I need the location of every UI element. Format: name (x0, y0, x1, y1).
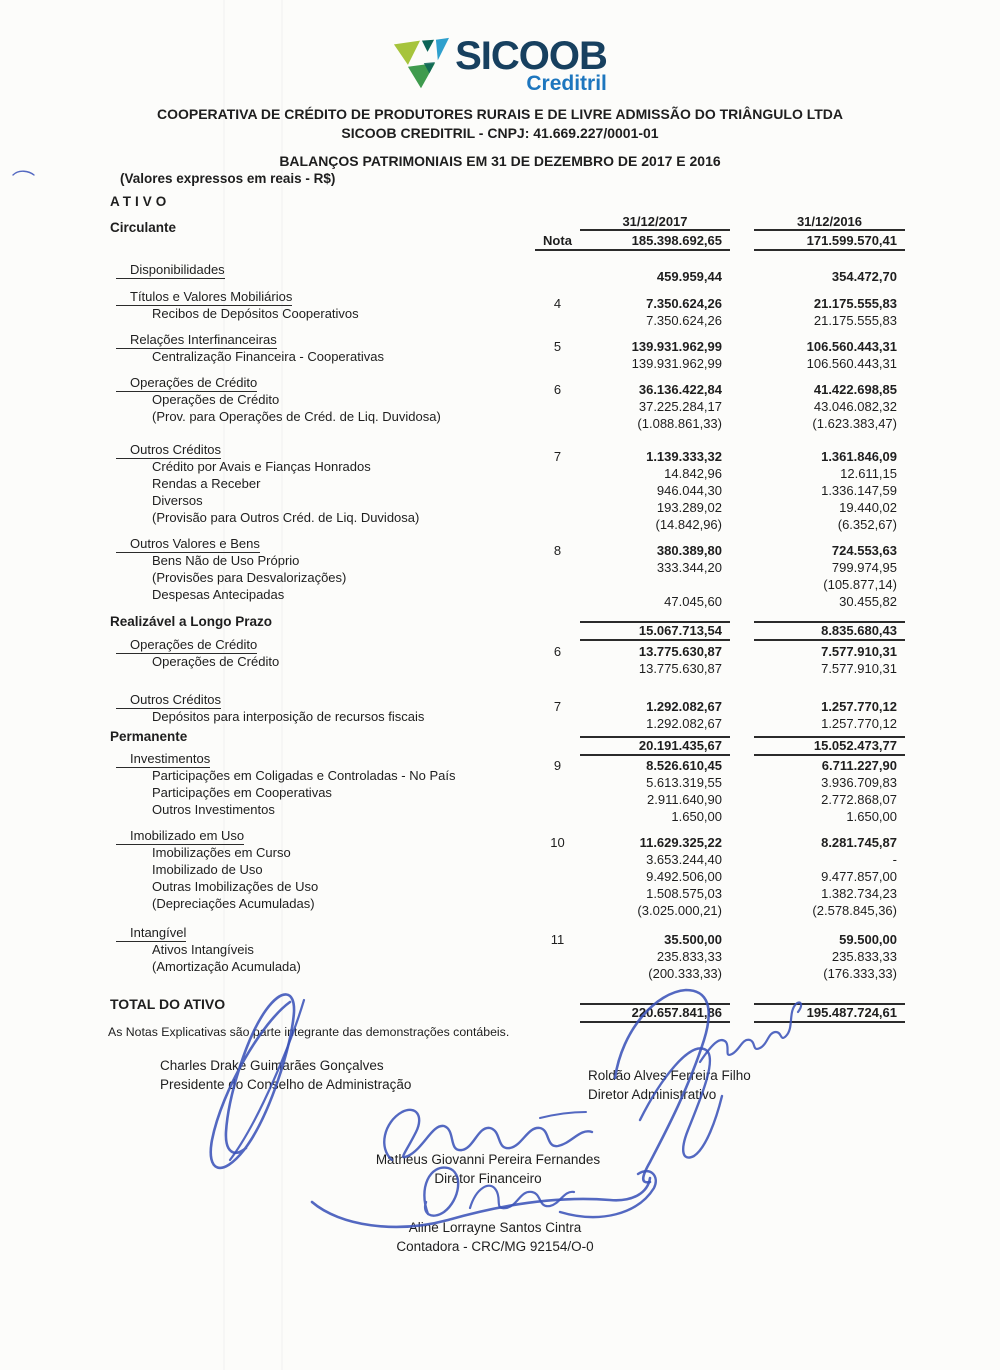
row-nota: 6 (553, 644, 562, 659)
row-value-2017: 1.650,00 (671, 809, 722, 824)
row-value-2016: 106.560.443,31 (806, 356, 897, 371)
row-label: Operações de Crédito (110, 375, 535, 391)
row-nota (535, 775, 580, 791)
row-label: Investimentos (110, 751, 535, 767)
row-value-2016: 21.175.555,83 (813, 313, 897, 328)
row-label: (Provisão para Outros Créd. de Liq. Duvidosa) (152, 510, 420, 525)
row-label: Depósitos para interposição de recursos fiscais (152, 709, 425, 724)
signatory-block-admin-director (588, 1066, 751, 1104)
row-label: Recibos de Depósitos Cooperativos (152, 306, 359, 321)
row-value-2017: 1.508.575,03 (646, 886, 722, 901)
explanatory-note: As Notas Explicativas são parte integrante das demonstrações contábeis. (108, 1025, 510, 1039)
row-label: Outras Imobilizações de Uso (152, 879, 319, 894)
row-value-2017: 3.653.244,40 (646, 852, 722, 867)
row-label: Títulos e Valores Mobiliários (110, 289, 535, 305)
row-nota (535, 792, 580, 808)
row-value-2017: 193.289,02 (656, 500, 722, 515)
row-label: Crédito por Avais e Fianças Honrados (152, 459, 371, 474)
row-label: Participações em Coligadas e Controladas - No País (152, 768, 456, 783)
row-label: Outros Créditos (110, 442, 535, 458)
table-row (110, 289, 905, 311)
row-value-2017: 36.136.422,84 (638, 382, 722, 397)
row-nota (535, 736, 580, 756)
row-nota (535, 903, 580, 919)
row-label: Operações de Crédito (110, 637, 535, 653)
circulante-total-2016: 171.599.570,41 (754, 232, 905, 251)
sicoob-logo (0, 36, 1000, 94)
row-value-2017: 235.833,33 (656, 949, 722, 964)
table-rows (110, 262, 905, 1020)
circulante-total-2017: 185.398.692,65 (580, 232, 730, 251)
row-value-2016: 1.257.770,12 (821, 716, 897, 731)
signatory-role: Diretor Financeiro (434, 1171, 542, 1186)
row-value-2017: 13.775.630,87 (638, 644, 722, 659)
row-label: Diversos (152, 493, 203, 508)
row-nota (535, 269, 580, 285)
row-value-2017: 47.045,60 (664, 594, 722, 609)
row-value-2016: 8.281.745,87 (821, 835, 897, 850)
row-value-2016: 8.835.680,43 (754, 621, 905, 641)
row-value-2016: 12.611,15 (840, 466, 897, 481)
row-label: (Amortização Acumulada) (152, 959, 301, 974)
row-value-2017: 37.225.284,17 (638, 399, 722, 414)
row-value-2017: 1.292.082,67 (646, 699, 722, 714)
row-value-2016: 354.472,70 (831, 269, 897, 284)
row-value-2016: 235.833,33 (831, 949, 897, 964)
row-nota (535, 399, 580, 415)
signatory-role: Presidente do Conselho de Administração (160, 1077, 412, 1092)
row-nota (535, 716, 580, 732)
row-label: Operações de Crédito (152, 392, 280, 407)
row-label: (Prov. para Operações de Créd. de Liq. Duvidosa) (152, 409, 441, 424)
row-value-2017 (580, 577, 730, 593)
row-label: Imobilizado de Uso (152, 862, 263, 877)
row-value-2016: 799.974,95 (831, 560, 897, 575)
row-value-2016: (6.352,67) (837, 517, 897, 532)
row-label: Imobilizado em Uso (110, 828, 535, 844)
row-label: Despesas Antecipadas (152, 587, 285, 602)
table-row (110, 996, 905, 1020)
row-label: Rendas a Receber (152, 476, 261, 491)
row-value-2016: 1.650,00 (846, 809, 897, 824)
row-value-2016: 41.422.698,85 (813, 382, 897, 397)
row-value-2017: 139.931.962,99 (631, 339, 722, 354)
row-value-2016: 3.936.709,83 (821, 775, 897, 790)
signatory-block-accountant (0, 1218, 995, 1256)
row-nota (535, 594, 580, 610)
row-value-2016: 1.336.147,59 (821, 483, 897, 498)
row-label: Operações de Crédito (152, 654, 280, 669)
company-cnpj: SICOOB CREDITRIL - CNPJ: 41.669.227/0001-01 (341, 125, 659, 141)
row-nota: 4 (553, 296, 562, 311)
row-nota (535, 809, 580, 825)
row-value-2017: (1.088.861,33) (637, 416, 722, 431)
row-nota (535, 577, 580, 593)
row-label: Centralização Financeira - Cooperativas (152, 349, 384, 364)
row-value-2016: 7.577.910,31 (821, 644, 897, 659)
row-nota (535, 852, 580, 868)
row-value-2017: 7.350.624,26 (646, 313, 722, 328)
table-row (110, 442, 905, 464)
currency-note: (Valores expressos em reais - R$) (120, 171, 336, 186)
row-label: Outros Créditos (110, 692, 535, 708)
row-nota (535, 966, 580, 982)
row-value-2016: (1.623.383,47) (812, 416, 897, 431)
sicoob-logo-mark (393, 36, 449, 92)
row-value-2016: 30.455,82 (839, 594, 897, 609)
signatory-name: Roldão Alves Ferreira Filho (588, 1068, 751, 1083)
row-value-2017: 13.775.630,87 (638, 661, 722, 676)
row-value-2016: 1.257.770,12 (821, 699, 897, 714)
row-label: Ativos Intangíveis (152, 942, 254, 957)
row-value-2016: 6.711.227,90 (821, 758, 897, 773)
row-label: Disponibilidades (110, 262, 535, 278)
row-value-2017: 459.959,44 (656, 269, 722, 284)
row-nota (535, 500, 580, 516)
row-label: Realizável a Longo Prazo (110, 614, 273, 629)
row-value-2017: 14.842,96 (664, 466, 722, 481)
row-nota: 7 (553, 699, 562, 714)
row-value-2017: 333.344,20 (656, 560, 722, 575)
row-nota (535, 621, 580, 641)
row-value-2017: 35.500,00 (664, 932, 722, 947)
row-label: Outros Valores e Bens (110, 536, 535, 552)
table-row (110, 262, 905, 284)
row-value-2017: 380.389,80 (656, 543, 722, 558)
row-label: Permanente (110, 729, 188, 744)
company-name: COOPERATIVA DE CRÉDITO DE PRODUTORES RURAIS E DE LIVRE ADMISSÃO DO TRIÂNGULO LTDA (156, 106, 844, 122)
signatory-name: Aline Lorrayne Santos Cintra (408, 1220, 582, 1235)
table-row (110, 828, 905, 850)
row-value-2017: 1.292.082,67 (646, 716, 722, 731)
row-value-2016: 9.477.857,00 (821, 869, 897, 884)
row-nota: 5 (553, 339, 562, 354)
row-nota (535, 869, 580, 885)
table-row (110, 729, 905, 753)
row-nota: 7 (553, 449, 562, 464)
row-value-2016: (176.333,33) (823, 966, 897, 981)
row-nota (535, 1003, 580, 1023)
row-nota (535, 313, 580, 329)
row-value-2016: 106.560.443,31 (806, 339, 897, 354)
brand-wordmark: SICOOB (455, 34, 607, 78)
row-value-2017: 8.526.610,45 (646, 758, 722, 773)
row-label: TOTAL DO ATIVO (110, 996, 226, 1012)
row-value-2017: (14.842,96) (655, 517, 722, 532)
row-nota (535, 466, 580, 482)
row-value-2017: 15.067.713,54 (580, 621, 730, 641)
column-header-nota: Nota (535, 232, 580, 251)
row-nota (535, 517, 580, 533)
row-value-2017: 5.613.319,55 (646, 775, 722, 790)
row-nota (535, 416, 580, 432)
row-value-2016: - (892, 852, 897, 867)
row-value-2017: 1.139.333,32 (646, 449, 722, 464)
row-value-2017: (3.025.000,21) (637, 903, 722, 918)
row-value-2016: 195.487.724,61 (754, 1003, 905, 1023)
row-nota (535, 560, 580, 576)
table-row (110, 375, 905, 397)
row-value-2016: (105.877,14) (823, 577, 897, 592)
row-nota (535, 886, 580, 902)
column-header-2017: 31/12/2017 (580, 214, 730, 231)
row-value-2017: 220.657.841,86 (580, 1003, 730, 1023)
signatory-name: Charles Drake Guimarães Gonçalves (160, 1058, 384, 1073)
row-value-2016: 1.382.734,23 (821, 886, 897, 901)
row-value-2016: 21.175.555,83 (813, 296, 897, 311)
row-nota: 6 (553, 382, 562, 397)
row-value-2016: 59.500,00 (839, 932, 897, 947)
signatory-block-president (160, 1056, 411, 1094)
table-row (110, 614, 905, 638)
row-value-2016: 724.553,63 (831, 543, 897, 558)
row-label: (Provisões para Desvalorizações) (152, 570, 347, 585)
row-label: Relações Interfinanceiras (110, 332, 535, 348)
signatory-role: Contadora - CRC/MG 92154/O-0 (396, 1239, 594, 1254)
column-header-row (110, 214, 905, 235)
table-row (110, 925, 905, 947)
balance-sheet-table (110, 194, 905, 1039)
row-nota: 8 (553, 543, 562, 558)
row-nota: 9 (553, 758, 562, 773)
section-title-ativo: ATIVO (110, 194, 171, 209)
signatory-name: Matheus Giovanni Pereira Fernandes (375, 1152, 601, 1167)
row-value-2016: 1.361.846,09 (821, 449, 897, 464)
row-nota (535, 949, 580, 965)
row-label: Bens Não de Uso Próprio (152, 553, 300, 568)
row-value-2016: (2.578.845,36) (812, 903, 897, 918)
row-value-2016: 2.772.868,07 (821, 792, 897, 807)
table-row (110, 692, 905, 714)
row-value-2017: 20.191.435,67 (580, 736, 730, 756)
row-value-2016: 43.046.082,32 (813, 399, 897, 414)
row-label: Outros Investimentos (152, 802, 275, 817)
row-value-2017: 139.931.962,99 (631, 356, 722, 371)
row-value-2017: 946.044,30 (656, 483, 722, 498)
row-label: Imobilizações em Curso (152, 845, 291, 860)
sub-brand-wordmark: Creditril (526, 72, 607, 95)
row-value-2016: 15.052.473,77 (754, 736, 905, 756)
table-row (110, 332, 905, 354)
signatory-role: Diretor Administrativo (588, 1087, 717, 1102)
signatory-block-financial-director (0, 1150, 988, 1188)
column-header-2016: 31/12/2016 (754, 214, 905, 231)
row-nota (535, 356, 580, 372)
row-nota (535, 483, 580, 499)
row-label: Intangível (110, 925, 535, 941)
row-value-2017: 11.629.325,22 (639, 835, 722, 850)
row-value-2017: (200.333,33) (648, 966, 722, 981)
row-label: Participações em Cooperativas (152, 785, 332, 800)
table-row (110, 536, 905, 558)
row-value-2017: 2.911.640,90 (647, 792, 722, 807)
row-nota: 10 (550, 835, 565, 850)
row-value-2017: 9.492.506,00 (646, 869, 722, 884)
row-value-2016: 19.440,02 (839, 500, 897, 515)
subsection-circulante: Circulante (110, 220, 177, 235)
row-value-2016: 7.577.910,31 (821, 661, 897, 676)
row-nota (535, 661, 580, 677)
row-value-2017: 7.350.624,26 (646, 296, 722, 311)
row-nota: 11 (550, 932, 565, 947)
document-title: BALANÇOS PATRIMONIAIS EM 31 DE DEZEMBRO DE 2017 E 2016 (279, 153, 721, 169)
row-label: (Depreciações Acumuladas) (152, 896, 315, 911)
